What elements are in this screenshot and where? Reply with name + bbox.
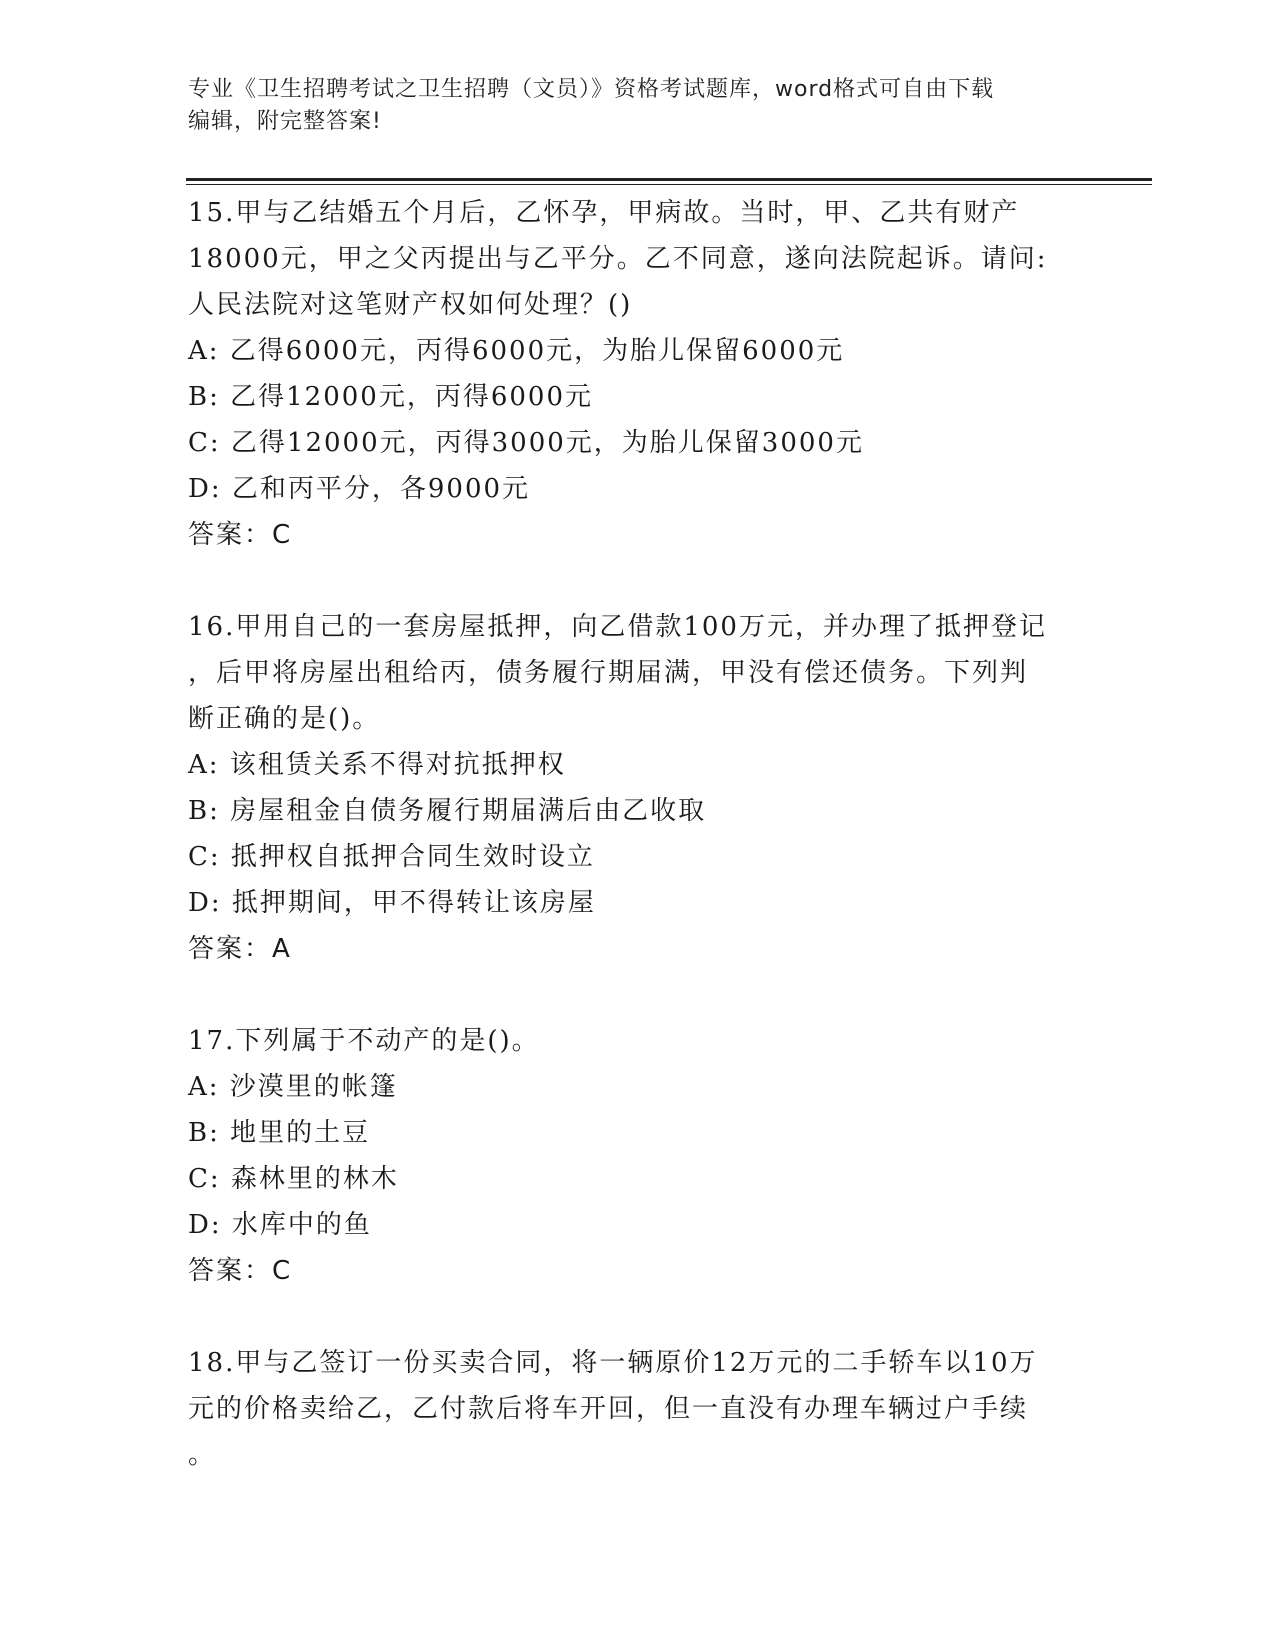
question-text: 18000元，甲之父丙提出与乙平分。乙不同意，遂向法院起诉。请问: bbox=[188, 244, 1048, 274]
question-text: 。 bbox=[188, 1440, 217, 1470]
answer-line: 答案：C bbox=[188, 520, 293, 550]
question-spacer bbox=[188, 972, 1088, 1018]
option-a: A: 沙漠里的帐篷 bbox=[188, 1072, 398, 1102]
question-text: 18.甲与乙签订一份买卖合同，将一辆原价12万元的二手轿车以10万 bbox=[188, 1348, 1038, 1378]
question-block bbox=[188, 190, 1088, 558]
option-d: D: 乙和丙平分，各9000元 bbox=[188, 474, 531, 504]
option-a: A: 该租赁关系不得对抗抵押权 bbox=[188, 750, 566, 780]
question-text: 15.甲与乙结婚五个月后，乙怀孕，甲病故。当时，甲、乙共有财产 bbox=[188, 198, 1020, 228]
option-a: A: 乙得6000元，丙得6000元，为胎儿保留6000元 bbox=[188, 336, 845, 366]
header-divider bbox=[186, 178, 1152, 181]
question-text: 断正确的是()。 bbox=[188, 704, 381, 734]
question-block bbox=[188, 1340, 1088, 1478]
question-text: 16.甲用自己的一套房屋抵押，向乙借款100万元，并办理了抵押登记 bbox=[188, 612, 1047, 642]
option-c: C: 乙得12000元，丙得3000元，为胎儿保留3000元 bbox=[188, 428, 864, 458]
question-text: ，后甲将房屋出租给丙，债务履行期届满，甲没有偿还债务。下列判 bbox=[188, 658, 1029, 688]
question-block bbox=[188, 604, 1088, 972]
question-spacer bbox=[188, 558, 1088, 604]
option-b: B: 乙得12000元，丙得6000元 bbox=[188, 382, 594, 412]
question-list bbox=[188, 190, 1088, 1478]
option-d: D: 水库中的鱼 bbox=[188, 1210, 372, 1240]
header-line: 专业《卫生招聘考试之卫生招聘（文员）》资格考试题库，word格式可自由下载 bbox=[188, 77, 995, 102]
question-block bbox=[188, 1018, 1088, 1294]
option-c: C: 抵押权自抵押合同生效时设立 bbox=[188, 842, 595, 872]
answer-line: 答案：A bbox=[188, 934, 292, 964]
option-d: D: 抵押期间，甲不得转让该房屋 bbox=[188, 888, 596, 918]
question-spacer bbox=[188, 1294, 1088, 1340]
question-text: 17.下列属于不动产的是()。 bbox=[188, 1026, 540, 1056]
option-b: B: 地里的土豆 bbox=[188, 1118, 371, 1148]
question-text: 人民法院对这笔财产权如何处理？() bbox=[188, 290, 633, 320]
document-header bbox=[188, 74, 1088, 138]
header-divider-thin bbox=[186, 184, 1152, 185]
header-line: 编辑，附完整答案! bbox=[188, 109, 382, 134]
answer-line: 答案：C bbox=[188, 1256, 293, 1286]
option-c: C: 森林里的林木 bbox=[188, 1164, 399, 1194]
question-text: 元的价格卖给乙，乙付款后将车开回，但一直没有办理车辆过户手续 bbox=[188, 1394, 1029, 1424]
option-b: B: 房屋租金自债务履行期届满后由乙收取 bbox=[188, 796, 707, 826]
